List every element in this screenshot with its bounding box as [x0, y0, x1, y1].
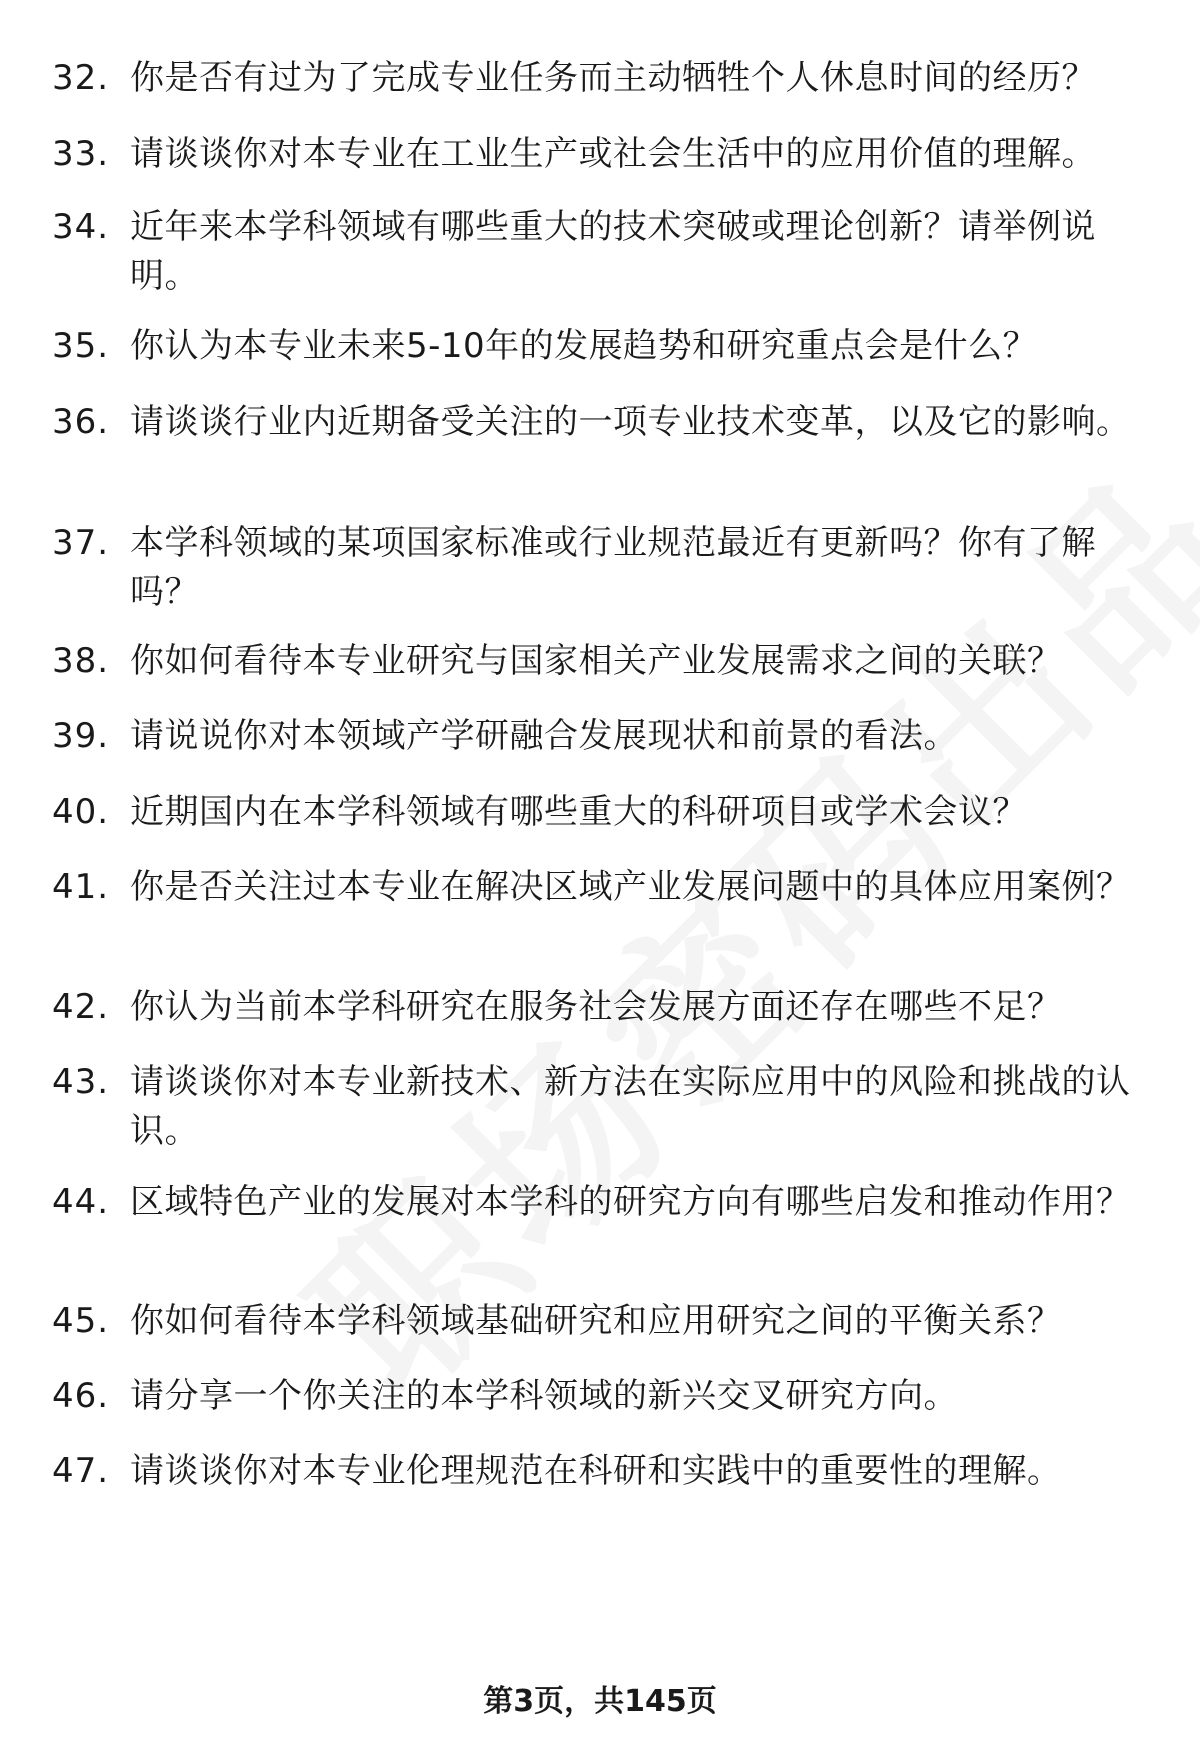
question-text: 你是否有过为了完成专业任务而主动牺牲个人休息时间的经历？ [130, 58, 1096, 98]
question-text: 请谈谈你对本专业在工业生产或社会生活中的应用价值的理解。 [130, 134, 1096, 174]
question-number: 42. [52, 987, 110, 1027]
question-text: 请谈谈你对本专业新技术、新方法在实际应用中的风险和挑战的认识。 [130, 1062, 1131, 1151]
question-number: 32. [52, 58, 110, 98]
question-text: 区域特色产业的发展对本学科的研究方向有哪些启发和推动作用？ [130, 1182, 1131, 1222]
question-text: 近年来本学科领域有哪些重大的技术突破或理论创新？请举例说明。 [130, 207, 1096, 296]
question-number: 38. [52, 641, 110, 681]
question-number: 40. [52, 792, 110, 832]
question-text: 你如何看待本专业研究与国家相关产业发展需求之间的关联？ [130, 641, 1062, 681]
question-number: 41. [52, 867, 110, 907]
question-text: 你如何看待本学科领域基础研究和应用研究之间的平衡关系？ [130, 1301, 1062, 1341]
question-number: 37. [52, 523, 110, 563]
question-number: 46. [52, 1376, 110, 1416]
page-number-footer: 第3页，共145页 [483, 1684, 717, 1719]
question-number: 34. [52, 207, 110, 247]
question-number: 44. [52, 1182, 110, 1222]
question-text: 请谈谈行业内近期备受关注的一项专业技术变革，以及它的影响。 [130, 402, 1131, 442]
question-number: 33. [52, 134, 110, 174]
question-number: 45. [52, 1301, 110, 1341]
question-text: 请分享一个你关注的本学科领域的新兴交叉研究方向。 [130, 1376, 958, 1416]
question-number: 36. [52, 402, 110, 442]
question-number: 47. [52, 1451, 110, 1491]
question-number: 35. [52, 326, 110, 366]
question-text: 近期国内在本学科领域有哪些重大的科研项目或学术会议？ [130, 792, 1027, 832]
question-text: 本学科领域的某项国家标准或行业规范最近有更新吗？你有了解吗？ [130, 523, 1096, 612]
question-text: 请谈谈你对本专业伦理规范在科研和实践中的重要性的理解。 [130, 1451, 1062, 1491]
question-text: 你认为当前本学科研究在服务社会发展方面还存在哪些不足？ [130, 987, 1062, 1027]
question-number: 43. [52, 1062, 110, 1102]
question-text: 你认为本专业未来5-10年的发展趋势和研究重点会是什么？ [130, 326, 1038, 366]
question-text: 请说说你对本领域产学研融合发展现状和前景的看法。 [130, 716, 958, 756]
question-number: 39. [52, 716, 110, 756]
question-text: 你是否关注过本专业在解决区域产业发展问题中的具体应用案例？ [130, 867, 1131, 907]
